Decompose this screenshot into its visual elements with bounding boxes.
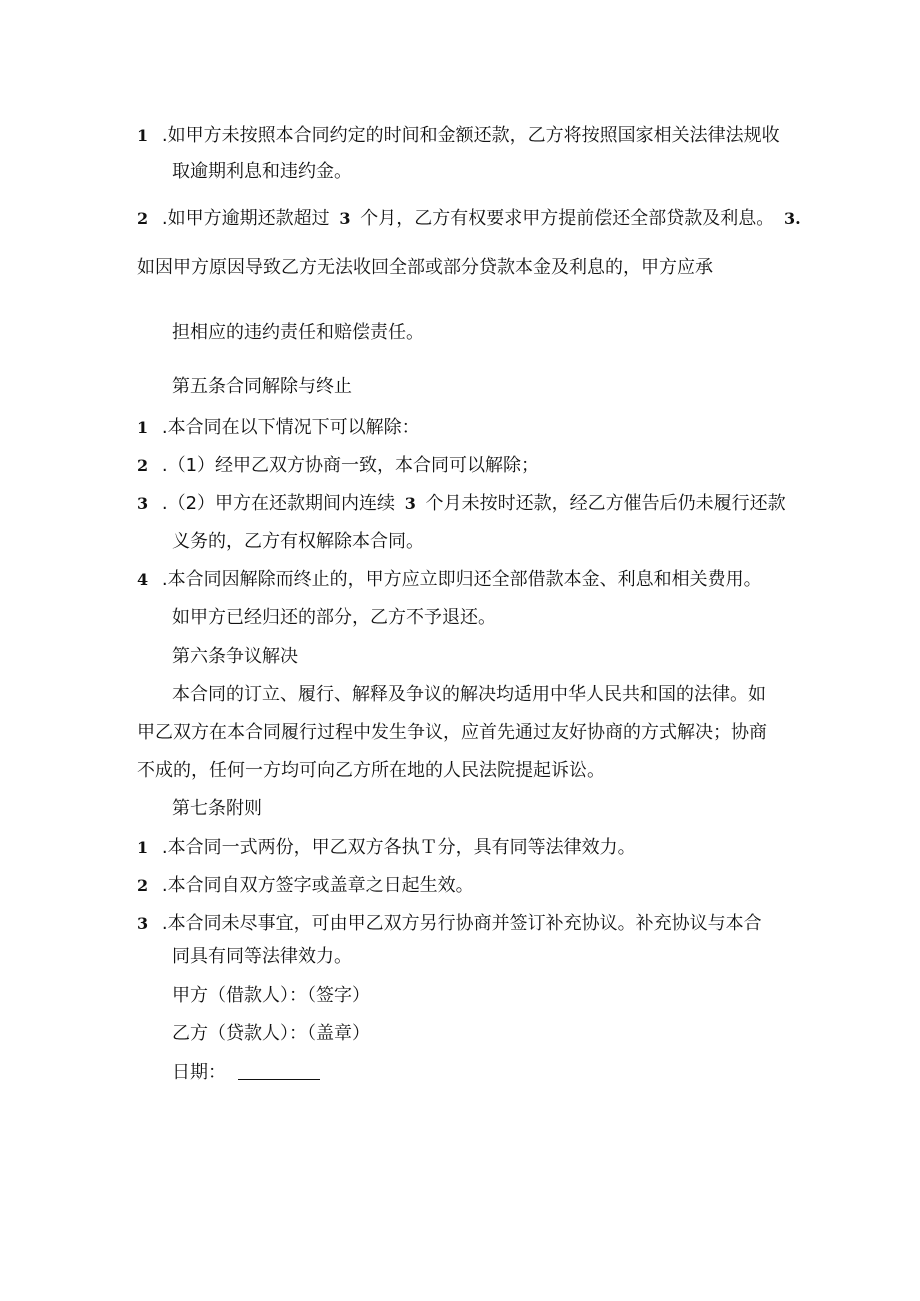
section-7-item-3-continuation: 同具有同等法律效力。 [172, 946, 352, 967]
inline-number: 3 [339, 209, 351, 228]
clause-text: .（1）经甲乙双方协商一致，本合同可以解除； [161, 455, 540, 476]
clause-text: .如甲方未按照本合同约定的时间和金额还款，乙方将按照国家相关法律法规收 [161, 125, 780, 146]
section-7-item-3 [137, 912, 762, 936]
clause-text: 个月未按时还款，经乙方催告后仍未履行还款 [425, 493, 786, 514]
clause-2 [137, 207, 801, 231]
clause-number: 1 [137, 838, 149, 857]
inline-number: 3 [404, 494, 416, 513]
section-6-title: 第六条争议解决 [172, 646, 298, 667]
date-line [172, 1061, 320, 1085]
party-b-seal-line: 乙方（贷款人）：（盖章） [172, 1023, 370, 1044]
clause-text: .本合同因解除而终止的，甲方应立即归还全部借款本金、利息和相关费用。 [161, 569, 762, 590]
section-5-item-3 [137, 492, 786, 516]
section-5-item-2 [137, 454, 539, 478]
clause-number: 3 [137, 914, 149, 933]
clause-number: 1 [137, 126, 149, 145]
section-5-item-1 [137, 416, 420, 440]
clause-text: .如甲方逾期还款超过 [161, 208, 330, 229]
clause-text: .（2）甲方在还款期间内连续 [161, 493, 396, 514]
clause-3-continuation: 担相应的违约责任和赔偿责任。 [172, 322, 424, 343]
inline-number: 3. [783, 209, 801, 228]
section-5-item-4 [137, 568, 762, 592]
clause-1-continuation: 取逾期利息和违约金。 [172, 161, 352, 182]
clause-text: .本合同在以下情况下可以解除： [161, 417, 420, 438]
section-5-title: 第五条合同解除与终止 [172, 376, 352, 397]
date-blank-field[interactable] [238, 1063, 320, 1080]
clause-3: 如因甲方原因导致乙方无法收回全部或部分贷款本金及利息的，甲方应承 [137, 257, 713, 278]
clause-text: .本合同一式两份，甲乙双方各执Ｔ分，具有同等法律效力。 [161, 837, 636, 858]
party-a-signature-line: 甲方（借款人）：（签字） [172, 985, 370, 1006]
clause-text: .本合同未尽事宜，可由甲乙双方另行协商并签订补充协议。补充协议与本合 [161, 913, 762, 934]
date-label: 日期： [172, 1062, 226, 1083]
clause-text: 个月，乙方有权要求甲方提前偿还全部贷款及利息。 [360, 208, 775, 229]
clause-number: 4 [137, 570, 149, 589]
section-6-paragraph-line-2: 甲乙双方在本合同履行过程中发生争议，应首先通过友好协商的方式解决；协商 [137, 722, 767, 743]
section-6-paragraph-line-3: 不成的，任何一方均可向乙方所在地的人民法院提起诉讼。 [137, 760, 605, 781]
section-7-title: 第七条附则 [172, 798, 262, 819]
clause-text: .本合同自双方签字或盖章之日起生效。 [161, 875, 474, 896]
section-7-item-1 [137, 836, 636, 860]
section-7-item-2 [137, 874, 474, 898]
clause-number: 3 [137, 494, 149, 513]
clause-number: 1 [137, 418, 149, 437]
section-6-paragraph-line-1: 本合同的订立、履行、解释及争议的解决均适用中华人民共和国的法律。如 [172, 684, 766, 705]
clause-1 [137, 124, 780, 148]
section-5-item-3-continuation: 义务的，乙方有权解除本合同。 [172, 531, 424, 552]
clause-number: 2 [137, 209, 149, 228]
clause-number: 2 [137, 876, 149, 895]
section-5-item-4-continuation: 如甲方已经归还的部分，乙方不予退还。 [172, 607, 496, 628]
clause-number: 2 [137, 456, 149, 475]
